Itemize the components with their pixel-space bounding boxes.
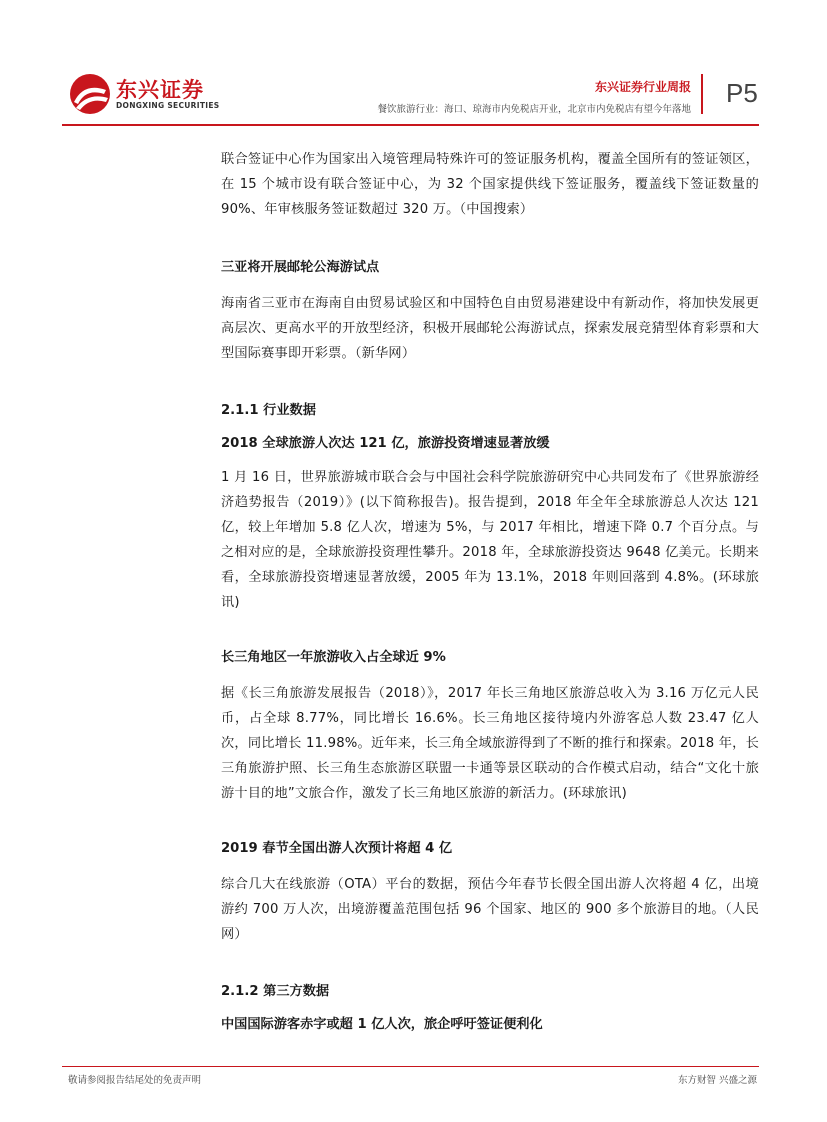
body-paragraph: 1 月 16 日，世界旅游城市联合会与中国社会科学院旅游研究中心共同发布了《世界旅游经济趋势报告（2019）》(以下简称报告)。报告提到，2018 年全年全球旅游总人次达 121 亿，较上年增加 5.8 亿人次，增速为 5%，与 2017 年相比，增速下降 0.7 个百分点。与之相对应的是，全球旅游投资理性攀升。2018 年，全球旅游投资达 9648 亿美元。长期来看，全球旅游投资增速显著放缓，2005 年为 13.1%，2018 年则回落到 4.8%。(环球旅讯) — [221, 470, 759, 610]
report-subtitle: 餐饮旅游行业：海口、琼海市内免税店开业，北京市内免税店有望今年落地 — [377, 104, 691, 115]
header-divider — [701, 74, 703, 114]
report-title: 东兴证券行业周报 — [594, 80, 691, 94]
logo-english-name: DONGXING SECURITIES — [116, 101, 220, 110]
logo-chinese-name: 东兴证券 — [116, 78, 204, 102]
section-heading: 中国国际游客赤字或超 1 亿人次，旅企呼吁签证便利化 — [221, 1017, 543, 1032]
footer-rule — [62, 1066, 759, 1067]
footer-slogan: 东方财智 兴盛之源 — [677, 1075, 757, 1086]
subsection-heading: 2.1.2 第三方数据 — [221, 984, 330, 999]
body-paragraph: 综合几大在线旅游（OTA）平台的数据，预估今年春节长假全国出游人次将超 4 亿，出境游约 700 万人次，出境游覆盖范围包括 96 个国家、地区的 900 多个旅游目的地。（人民网） — [221, 877, 759, 942]
dongxing-logo — [68, 72, 228, 116]
header-rule — [62, 124, 759, 126]
section-heading: 2018 全球旅游人次达 121 亿，旅游投资增速显著放缓 — [221, 436, 550, 451]
body-paragraph: 联合签证中心作为国家出入境管理局特殊许可的签证服务机构，覆盖全国所有的签证领区，在 15 个城市设有联合签证中心，为 32 个国家提供线下签证服务，覆盖线下签证数量的 90%、年审核服务签证数超过 320 万。（中国搜索） — [221, 152, 759, 217]
page-header — [0, 0, 827, 130]
section-heading: 长三角地区一年旅游收入占全球近 9% — [221, 650, 446, 665]
section-heading: 三亚将开展邮轮公海游试点 — [221, 260, 380, 275]
page-number: P5 — [726, 78, 758, 108]
footer-disclaimer: 敬请参阅报告结尾处的免责声明 — [68, 1075, 202, 1086]
body-paragraph: 海南省三亚市在海南自由贸易试验区和中国特色自由贸易港建设中有新动作，将加快发展更高层次、更高水平的开放型经济，积极开展邮轮公海游试点，探索发展竞猜型体育彩票和大型国际赛事即开彩票。（新华网） — [221, 296, 759, 361]
section-heading: 2019 春节全国出游人次预计将超 4 亿 — [221, 841, 453, 856]
body-paragraph: 据《长三角旅游发展报告（2018）》，2017 年长三角地区旅游总收入为 3.16 万亿元人民币，占全球 8.77%，同比增长 16.6%。长三角地区接待境内外游客总人数 23.47 亿人次，同比增长 11.98%。近年来，长三角全域旅游得到了不断的推行和探索。2018 年，长三角旅游护照、长三角生态旅游区联盟一卡通等景区联动的合作模式启动，结合“文化十旅游十目的地”文旅合作，激发了长三角地区旅游的新活力。(环球旅讯) — [221, 686, 759, 801]
report-body — [221, 145, 759, 1036]
dongxing-logo-icon — [68, 72, 112, 116]
subsection-heading: 2.1.1 行业数据 — [221, 403, 316, 418]
